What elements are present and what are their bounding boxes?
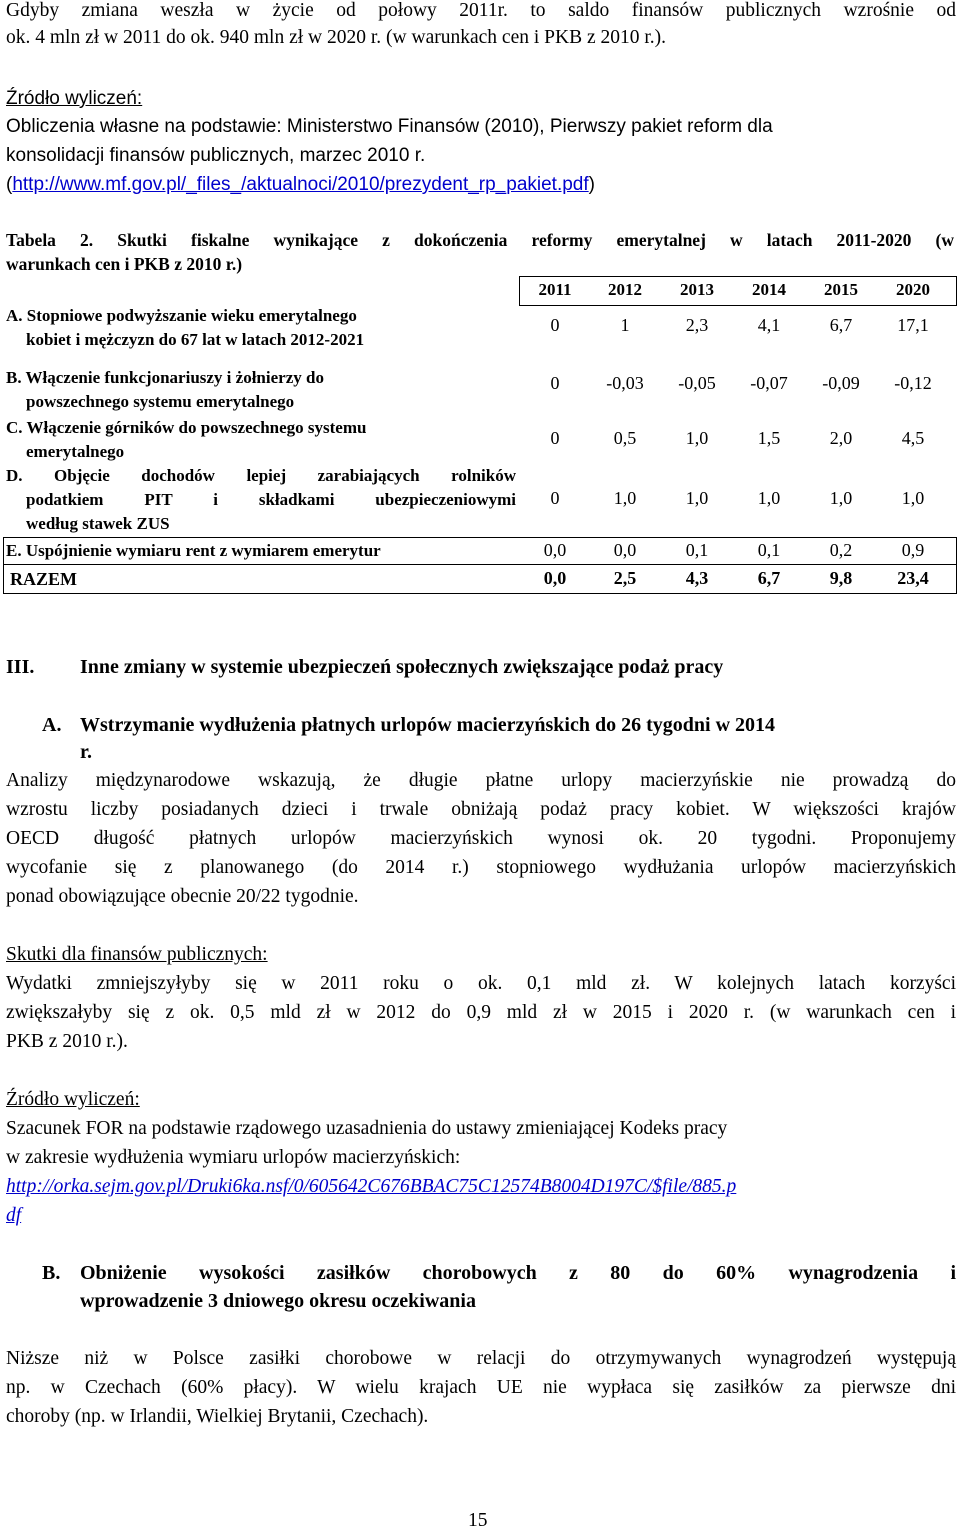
subsection-b-para-line: np. w Czechach (60% płacy). W wielu krajach UE nie wypłaca się zasiłków za pierwsze dni [6,1377,956,1398]
source-a-line: w zakresie wydłużenia wymiaru urlopów macierzyńskich: [6,1147,461,1168]
table-cell: 0,0 [613,540,637,560]
table-cell: 1,0 [829,488,853,508]
row-label-line: D. Objęcie dochodów lepiej zarabiających rolników [6,466,516,485]
subsection-b-title-line-1: Obniżenie wysokości zasiłków chorobowych z 80 do 60% wynagrodzenia i [80,1262,956,1284]
table-cell: 0 [550,315,560,335]
page-number: 15 [468,1510,488,1531]
year-header: 2012 [608,280,642,299]
table-cell: 1,0 [901,488,925,508]
sejm-link-line-1[interactable]: http://orka.sejm.gov.pl/Druki6ka.nsf/0/605642C676BBAC75C12574B8004D197C/$file/885.p [6,1176,737,1197]
paren-open: ( [6,174,13,195]
row-label-line: emerytalnego [26,442,125,461]
mf-gov-link[interactable]: http://www.mf.gov.pl/_files_/aktualnoci/2010/prezydent_rp_pakiet.pdf [12,174,589,195]
table-cell: 2,3 [685,315,709,335]
top-paragraph-line-1: Gdyby zmiana weszła w życie od połowy 2011r. to saldo finansów publicznych wzrośnie od [6,0,956,21]
year-header: 2015 [824,280,858,299]
table-row-values [521,540,955,561]
table-row-label [6,366,324,414]
year-headers [521,280,955,300]
table-row-label [6,416,366,464]
source-heading: Źródło wyliczeń: [6,88,143,109]
source-line-2: konsolidacji finansów publicznych, marzec 2010 r. [6,145,426,166]
table-cell: -0,03 [606,373,644,393]
table-cell: 1,0 [685,488,709,508]
table-cell: 1 [620,315,630,335]
row-label-line: B. Włączenie funkcjonariuszy i żołnierzy do [6,368,324,387]
table-row-label [6,539,381,563]
year-header: 2011 [538,280,572,299]
year-header: 2014 [752,280,786,299]
table-cell: -0,09 [822,373,860,393]
table-cell: 0,9 [901,540,925,560]
subsection-a-para-line: OECD długość płatnych urlopów macierzyńskich wynosi ok. 20 tygodni. Proponujemy [6,828,956,849]
total-label: RAZEM [10,569,77,589]
subsection-b-para-line: choroby (np. w Irlandii, Wielkiej Brytanii, Czechach). [6,1406,429,1427]
table-cell: 1,5 [757,428,781,448]
year-header: 2013 [680,280,714,299]
table-cell: -0,07 [750,373,788,393]
table-cell: 0,1 [757,540,781,560]
table-row-values [521,315,955,336]
table-cell: 23,4 [897,568,929,588]
table-caption-line-2: warunkach cen i PKB z 2010 r.) [6,254,243,274]
section-number: III. [6,656,35,678]
section-title: Inne zmiany w systemie ubezpieczeń społecznych zwiększające podaż pracy [80,656,724,678]
top-paragraph-line-2: ok. 4 mln zł w 2011 do ok. 940 mln zł w 2020 r. (w warunkach cen i PKB z 2010 r.). [6,27,667,48]
table-cell: 4,3 [685,568,709,588]
subsection-a-para-line: wycofanie się z planowanego (do 2014 r.) stopniowego wydłużania urlopów macierzyńskich [6,857,956,878]
table-cell: -0,12 [894,373,932,393]
table-row-label [6,464,516,536]
source-a-line: Szacunek FOR na podstawie rządowego uzasadnienia do ustawy zmieniającej Kodeks pracy [6,1118,728,1139]
effects-line: PKB z 2010 r.). [6,1031,128,1052]
table-cell: 0,0 [543,540,567,560]
subsection-b-para-line: Niższe niż w Polsce zasiłki chorobowe w relacji do otrzymywanych wynagrodzeń występują [6,1348,956,1369]
subsection-b-title-line-2: wprowadzenie 3 dniowego okresu oczekiwania [80,1290,476,1312]
table-cell: 0 [550,428,560,448]
row-label-line: według stawek ZUS [26,514,170,533]
table-cell: 0 [550,373,560,393]
subsection-b-letter: B. [42,1262,61,1284]
subsection-a-title-line-2: r. [80,741,93,763]
table-cell: 0,2 [829,540,853,560]
sejm-link-line-2[interactable]: df [6,1205,22,1226]
subsection-a-title-line-1: Wstrzymanie wydłużenia płatnych urlopów macierzyńskich do 26 tygodni w 2014 [80,714,776,736]
table-cell: 2,0 [829,428,853,448]
source-line-1: Obliczenia własne na podstawie: Ministerstwo Finansów (2010), Pierwszy pakiet reform dla [6,116,773,137]
row-label-line: powszechnego systemu emerytalnego [26,392,295,411]
table-cell: 4,1 [757,315,781,335]
table-cell: -0,05 [678,373,716,393]
row-label-line: podatkiem PIT i składkami ubezpieczeniowymi [26,490,516,509]
table-cell: 6,7 [757,568,781,588]
table-cell: 6,7 [829,315,853,335]
row-label-line: kobiet i mężczyzn do 67 lat w latach 2012-2021 [26,330,365,349]
effects-heading: Skutki dla finansów publicznych: [6,944,268,965]
table-row-values [521,373,955,394]
effects-line: zwiększałyby się z ok. 0,5 mld zł w 2012 do 0,9 mld zł w 2015 i 2020 r. (w warunkach cen i [6,1002,956,1023]
total-values [521,568,955,589]
table-row-values [521,428,955,449]
table-cell: 9,8 [829,568,853,588]
effects-line: Wydatki zmniejszyłyby się w 2011 roku o ok. 0,1 mld zł. W kolejnych latach korzyści [6,973,956,994]
source-link-line [6,174,595,196]
row-label-line: E. Uspójnienie wymiaru rent z wymiarem emerytur [6,541,381,560]
table-cell: 0 [550,488,560,508]
source-a-heading: Źródło wyliczeń: [6,1089,140,1110]
subsection-a-para-line: Analizy międzynarodowe wskazują, że długie płatne urlopy macierzyńskie nie prowadzą do [6,770,956,791]
table-cell: 2,5 [613,568,637,588]
table-caption-line-1: Tabela 2. Skutki fiskalne wynikające z dokończenia reformy emerytalnej w latach 2011-2020 (w [6,230,954,250]
year-header: 2020 [896,280,930,299]
row-label-line: A. Stopniowe podwyższanie wieku emerytalnego [6,306,357,325]
table-cell: 1,0 [757,488,781,508]
table-row-label [6,304,364,352]
table-cell: 4,5 [901,428,925,448]
table-cell: 0,0 [543,568,567,588]
table-row-values [521,488,955,509]
table-cell: 1,0 [613,488,637,508]
paren-close: ) [588,174,595,195]
table-cell: 17,1 [897,315,929,335]
row-label-line: C. Włączenie górników do powszechnego systemu [6,418,367,437]
table-cell: 0,5 [613,428,637,448]
subsection-a-para-line: ponad obowiązujące obecnie 20/22 tygodnie. [6,886,359,907]
table-cell: 0,1 [685,540,709,560]
subsection-a-letter: A. [42,714,62,736]
subsection-a-para-line: wzrostu liczby posiadanych dzieci i trwale obniżają podaż pracy kobiet. W większości krajów [6,799,956,820]
table-cell: 1,0 [685,428,709,448]
